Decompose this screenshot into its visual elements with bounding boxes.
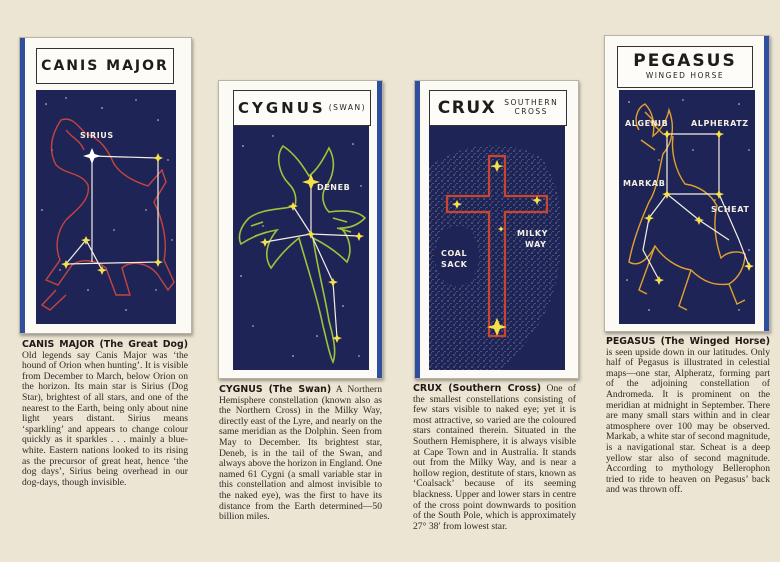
- star-label-alpheratz: ALPHERATZ: [691, 119, 749, 128]
- star-map-crux: [429, 126, 565, 370]
- card-description-crux: [413, 384, 576, 532]
- card-subtitle-line-1: SOUTHERN: [504, 98, 559, 108]
- card-title: PEGASUS: [633, 51, 737, 72]
- card-canis-major: [19, 37, 192, 334]
- card-subtitle-line-2: CROSS: [514, 107, 548, 116]
- description-heading: PEGASUS (The Winged Horse): [606, 336, 770, 347]
- card-description-pegasus: [606, 337, 770, 496]
- description-heading: CYGNUS (The Swan): [219, 384, 332, 395]
- star-map-cygnus: [233, 126, 369, 370]
- card-title: CRUX: [437, 97, 497, 118]
- card-title-box: [429, 90, 567, 126]
- card-title-box: [233, 90, 371, 126]
- card-subtitle: WINGED HORSE: [645, 71, 725, 81]
- star-label-sirius: SIRIUS: [80, 131, 114, 140]
- card-description-canis-major: [22, 340, 188, 488]
- description-body: is seen upside down in our latitudes. Only half of Pegasus is illustrated in celestial maps—one star, Alpheratz, forming part of the adjoining constellation of Andromeda. It is prominent on the meridian at midnight in September. There are many small stars within and in clear atmosphere over 100 may be observed. Markab, a white star of second magnitude, is a navigational star. Scheat is a deep yellow star also of second magnitude. According to mythology Bellerophon tried to ride to heaven on Pegasus’ back and was thrown off.: [606, 346, 770, 496]
- star-label-algenib: ALGENIB: [625, 119, 669, 128]
- label-milky: MILKY: [517, 229, 549, 238]
- star-map-canis-major: [36, 90, 176, 324]
- card-title: CANIS MAJOR: [41, 58, 169, 74]
- card-pegasus: [604, 35, 770, 332]
- card-subtitle: (SWAN): [328, 102, 367, 112]
- description-heading: CANIS MAJOR (The Great Dog): [22, 339, 188, 350]
- star-map-pegasus: [619, 90, 755, 324]
- card-title-box: [617, 46, 753, 88]
- cygnus-figure: [233, 126, 369, 370]
- card-edge: [764, 36, 769, 331]
- card-edge: [415, 81, 420, 378]
- star-label-markab: MARKAB: [623, 179, 666, 188]
- description-body: A Northern Hemisphere constellation (known also as the Northern Cross) in the Milky Way, directly east of the Lyre, and nearly on the same meridian as the Dolphin. Seen from May to December. Its brightest star, Deneb, is in the tail of the Swan, and always above the horizon in England. One named 61 Cygni (a small variable star in this constellation and almost invisible to the naked eye), was the first to have its distance from the Earth determined—50 billion miles.: [219, 384, 382, 523]
- card-title: CYGNUS: [237, 98, 326, 117]
- pegasus-figure: [619, 90, 755, 324]
- card-edge: [377, 81, 382, 378]
- label-coal: COAL: [441, 249, 468, 258]
- star-label-deneb: DENEB: [317, 183, 351, 192]
- label-sack: SACK: [441, 260, 468, 269]
- card-cygnus: [218, 80, 383, 379]
- card-edge: [20, 38, 25, 333]
- description-heading: CRUX (Southern Cross): [413, 383, 542, 394]
- description-body: One of the smallest constellations consisting of few stars visible to naked eye; yet it is most attractive, so varied are the coloured stars contained therein. Situated in the Southern Hemisphere, it is always visible at Cape Town and in Australia. It stands out from the Milky Way, and is near a hollow region, destitute of stars, known as ‘Coalsack’ because of its seeming blackness. Upper and lower stars in centre of the cross point downwards to position of the South Pole, which is approximately 27° 38′ from lowest star.: [413, 383, 576, 532]
- card-crux: [414, 80, 579, 379]
- label-way: WAY: [525, 240, 547, 249]
- star-label-scheat: SCHEAT: [711, 205, 750, 214]
- description-body: Old legends say Canis Major was ‘the hound of Orion when hunting’. It is visible from December to March, below Orion on the horizon. Its main star is Sirius (Dog Star), brightest of all stars, and one of the nearest to the Earth, being only about nine light years distant. Sirius means ‘sparkling’ and appears to change colour quickly as it sparkles . . . mainly a blue-white. Eastern nations looked to its rising as the precursor of great heat, hence ‘the dog days’, Sirius being overhead in our dog-days, though invisible.: [22, 349, 188, 488]
- card-title-box: [36, 48, 174, 84]
- canis-major-figure: [36, 90, 176, 324]
- card-description-cygnus: [219, 385, 382, 523]
- crux-figure: [429, 126, 565, 370]
